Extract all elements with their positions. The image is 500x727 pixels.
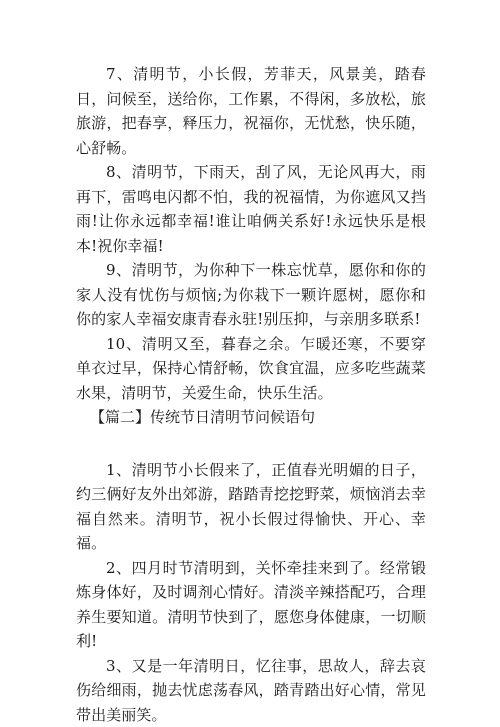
section-heading: 【篇二】传统节日清明节问候语句 [76,405,426,430]
paragraph-9: 9、清明节，为你种下一株忘忧草，愿你和你的家人没有忧伤与烦恼;为你栽下一颗许愿树，愿你和你的家人幸福安康青春永驻!别压抑，与亲朋多联系! [76,258,426,332]
paragraph-10: 10、清明又至，暮春之余。乍暖还寒，不要穿单衣过早，保持心情舒畅，饮食宜温，应多吃些蔬菜水果，清明节，关爱生命，快乐生活。 [76,332,426,406]
paragraph-8: 8、清明节，下雨天，刮了风，无论风再大，雨再下，雷鸣电闪都不怕，我的祝福情，为你遮风又挡雨!让你永远都幸福!谁让咱俩关系好!永远快乐是根本!祝你幸福! [76,160,426,258]
paragraph-2: 2、四月时节清明到，关怀牵挂来到了。经常锻炼身体好，及时调剂心情好。清淡辛辣搭配巧，合理养生要知道。清明节快到了，愿您身体健康，一切顺利! [76,556,426,654]
paragraph-7: 7、清明节，小长假，芳菲天，风景美，踏春日，问候至，送给你，工作累，不得闲，多放松，旅旅游，把春享，释压力，祝福你，无忧愁，快乐随，心舒畅。 [76,62,426,160]
paragraph-3: 3、又是一年清明日，忆往事，思故人，辞去哀伤给细雨，抛去忧虑荡春风，踏青踏出好心情，常见带出美丽笑。 [76,654,426,727]
blank-line [76,430,426,458]
document-body [76,62,426,727]
paragraph-1: 1、清明节小长假来了，正值春光明媚的日子，约三俩好友外出郊游，踏踏青挖挖野菜，烦恼消去幸福自然来。清明节，祝小长假过得愉快、开心、幸福。 [76,458,426,556]
